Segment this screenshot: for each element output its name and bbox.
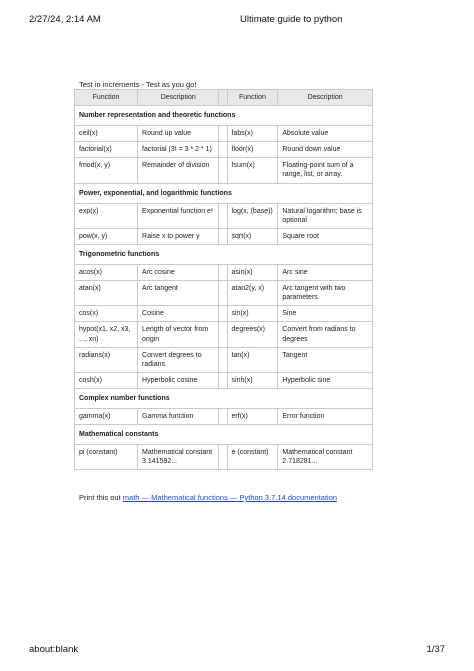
function-cell: tan(x) (227, 347, 278, 372)
description-cell: factorial (3! = 3 * 2 * 1) (138, 142, 219, 158)
description-cell: Sine (278, 306, 373, 322)
description-cell: Cosine (138, 306, 219, 322)
function-cell: radians(x) (75, 347, 138, 372)
section-title: Number representation and theoretic functions (75, 106, 373, 126)
function-cell: acos(x) (75, 265, 138, 281)
function-cell: degrees(x) (227, 322, 278, 347)
table-row (75, 203, 373, 228)
description-cell: Arc tangent (138, 281, 219, 306)
section-title: Mathematical constants (75, 425, 373, 445)
column-gap (219, 228, 227, 244)
column-gap (219, 90, 227, 106)
column-gap (219, 322, 227, 347)
function-cell: fsum(x) (227, 158, 278, 183)
description-cell: Arc cosine (138, 265, 219, 281)
math-functions-table (74, 89, 373, 470)
function-cell: fmod(x, y) (75, 158, 138, 183)
column-gap (219, 281, 227, 306)
description-cell: Convert degrees to radians (138, 347, 219, 372)
description-cell: Mathematical constant 2.718281... (278, 445, 373, 470)
function-cell: factorial(x) (75, 142, 138, 158)
column-gap (219, 265, 227, 281)
function-cell: pow(x, y) (75, 228, 138, 244)
table-row (75, 347, 373, 372)
function-cell: cosh(x) (75, 372, 138, 388)
page-number: 1/37 (426, 644, 445, 655)
description-cell: Gamma function (138, 408, 219, 424)
function-cell: erf(x) (227, 408, 278, 424)
function-cell: sinh(x) (227, 372, 278, 388)
column-gap (219, 347, 227, 372)
print-line-prefix: Print this out (79, 493, 121, 502)
column-gap (219, 203, 227, 228)
description-cell: Floating-point sum of a range, list, or array. (278, 158, 373, 183)
function-cell: asin(x) (227, 265, 278, 281)
description-cell: Remainder of division (138, 158, 219, 183)
function-cell: sin(x) (227, 306, 278, 322)
description-cell: Square root (278, 228, 373, 244)
section-row (75, 106, 373, 126)
description-cell: Round down value (278, 142, 373, 158)
table-row (75, 126, 373, 142)
table-row (75, 306, 373, 322)
function-cell: hypot(x1, x2, x3, ..., xn) (75, 322, 138, 347)
description-cell: Exponential function eˣ (138, 203, 219, 228)
description-cell: Length of vector from origin (138, 322, 219, 347)
section-row (75, 244, 373, 264)
description-cell: Tangent (278, 347, 373, 372)
print-datetime: 2/27/24, 2:14 AM (29, 14, 101, 25)
table-row (75, 322, 373, 347)
print-line (79, 493, 337, 502)
table-row (75, 265, 373, 281)
table-row (75, 408, 373, 424)
section-row (75, 183, 373, 203)
test-note: Test in increments - Test as you go! (79, 80, 197, 89)
column-gap (219, 445, 227, 470)
column-gap (219, 372, 227, 388)
page-title: Ultimate guide to python (240, 14, 343, 25)
table-header-row (75, 90, 373, 106)
function-cell: log(x, (base)) (227, 203, 278, 228)
column-gap (219, 408, 227, 424)
section-row (75, 388, 373, 408)
function-cell: cos(x) (75, 306, 138, 322)
function-cell: atan(x) (75, 281, 138, 306)
section-title: Trigonometric functions (75, 244, 373, 264)
description-cell: Error function (278, 408, 373, 424)
page-source: about:blank (29, 644, 79, 655)
documentation-link[interactable]: math — Mathematical functions — Python 3.7.14 documentation (122, 493, 338, 502)
section-title: Complex number functions (75, 388, 373, 408)
description-cell: Arc sine (278, 265, 373, 281)
description-cell: Raise x to power y (138, 228, 219, 244)
column-gap (219, 306, 227, 322)
column-header: Description (138, 90, 219, 106)
function-cell: exp(x) (75, 203, 138, 228)
section-row (75, 425, 373, 445)
description-cell: Arc tangent with two parameters (278, 281, 373, 306)
function-cell: pi (constant) (75, 445, 138, 470)
column-header: Function (227, 90, 278, 106)
description-cell: Hyperbolic cosine (138, 372, 219, 388)
function-cell: fabs(x) (227, 126, 278, 142)
table-row (75, 158, 373, 183)
table-row (75, 142, 373, 158)
description-cell: Natural logarithm; base is optional (278, 203, 373, 228)
description-cell: Absolute value (278, 126, 373, 142)
column-gap (219, 142, 227, 158)
function-cell: gamma(x) (75, 408, 138, 424)
function-cell: atan2(y, x) (227, 281, 278, 306)
column-header: Description (278, 90, 373, 106)
table-row (75, 372, 373, 388)
column-gap (219, 126, 227, 142)
table-row (75, 228, 373, 244)
table-row (75, 445, 373, 470)
function-cell: e (constant) (227, 445, 278, 470)
table-row (75, 281, 373, 306)
column-gap (219, 158, 227, 183)
column-header: Function (75, 90, 138, 106)
description-cell: Mathematical constant 3.141592... (138, 445, 219, 470)
description-cell: Hyperbolic sine (278, 372, 373, 388)
section-title: Power, exponential, and logarithmic functions (75, 183, 373, 203)
function-cell: floor(x) (227, 142, 278, 158)
function-cell: sqrt(x) (227, 228, 278, 244)
description-cell: Round up value (138, 126, 219, 142)
description-cell: Convert from radians to degrees (278, 322, 373, 347)
function-cell: ceil(x) (75, 126, 138, 142)
